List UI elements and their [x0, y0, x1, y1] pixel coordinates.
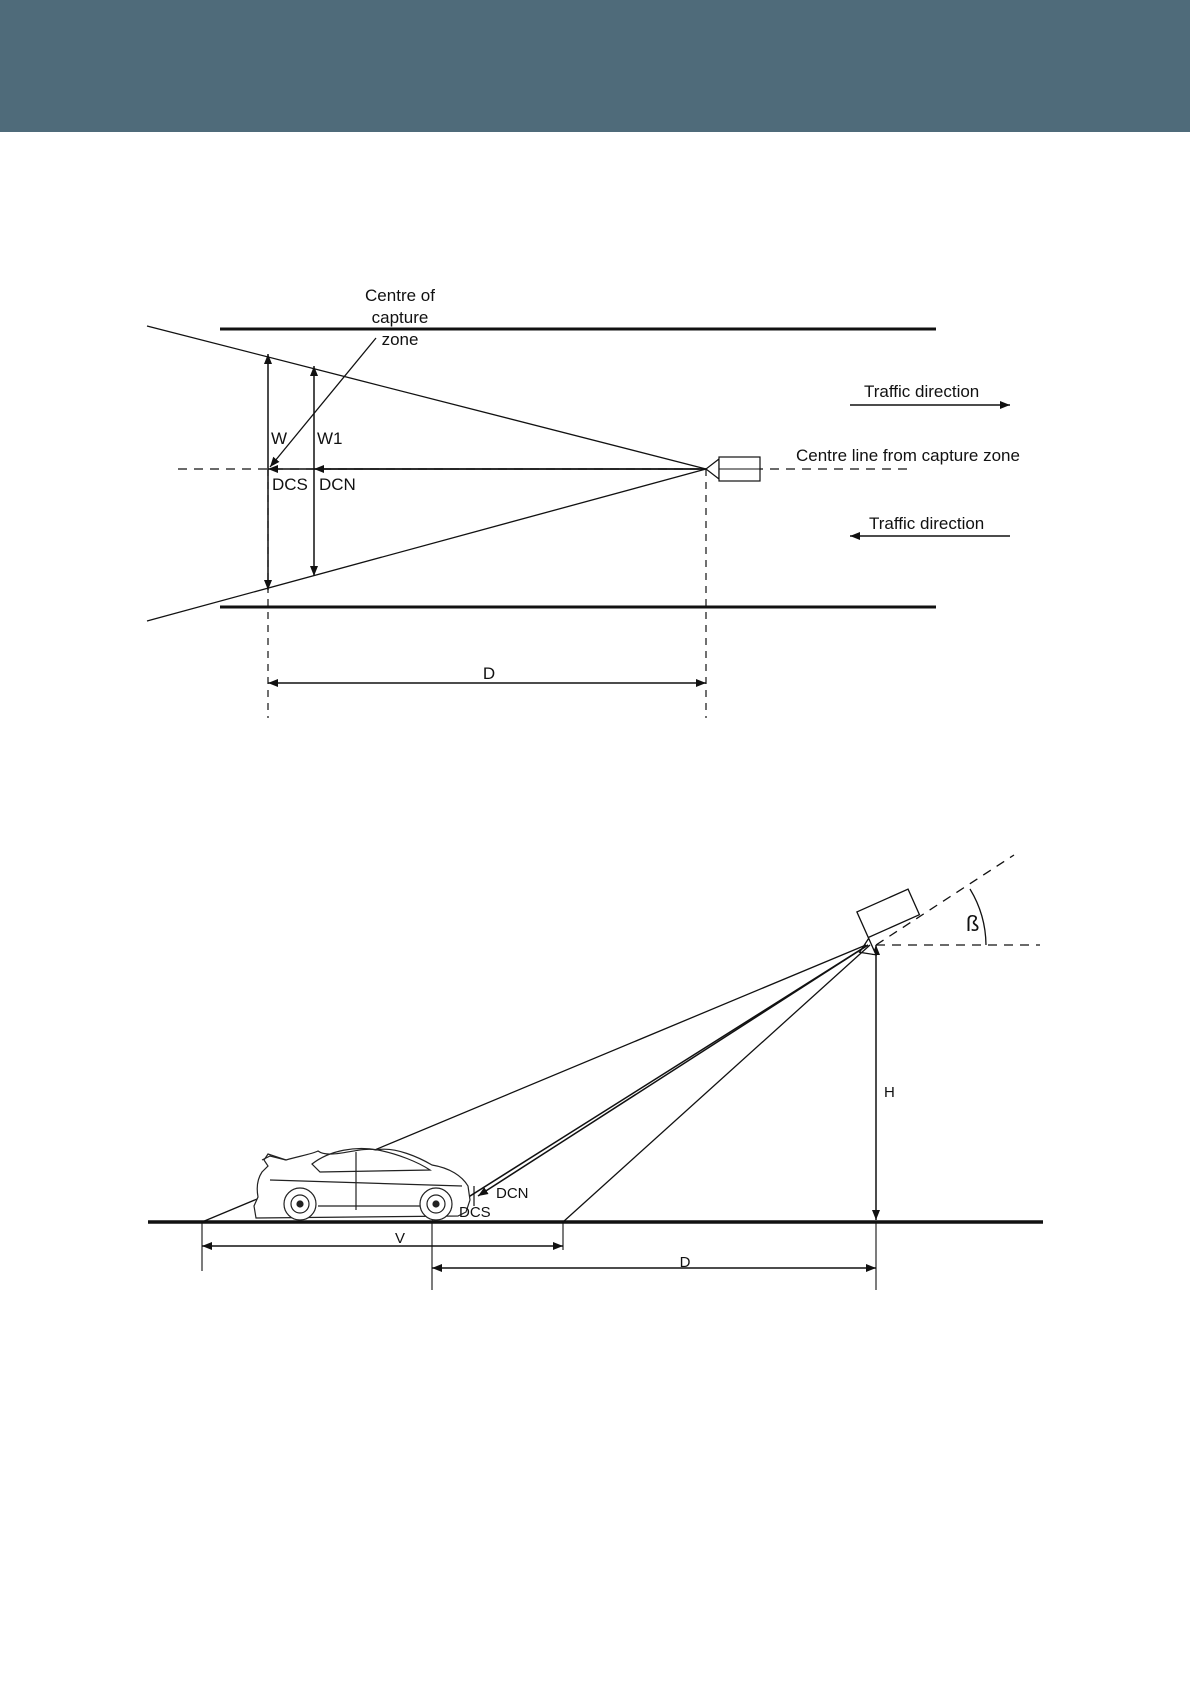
- ray-near: [563, 945, 870, 1222]
- capture-zone-label-3: zone: [381, 330, 419, 349]
- traffic-direction-right-label: Traffic direction: [864, 382, 980, 401]
- w-label: W: [271, 429, 288, 448]
- centre-line-label: Centre line from capture zone: [796, 446, 1020, 465]
- fov-line-lower: [147, 469, 706, 621]
- camera-icon: [844, 889, 927, 960]
- car-rear-wheel: [284, 1188, 316, 1220]
- beta-label: ß: [966, 911, 980, 936]
- capture-zone-label-1: Centre of: [365, 286, 435, 305]
- dcn-label: DCN: [319, 475, 356, 494]
- side-view-diagram: [148, 855, 1043, 1290]
- v-label: V: [394, 1230, 406, 1247]
- car-front-wheel: [420, 1188, 452, 1220]
- dcn-ray-arrow: [478, 945, 868, 1196]
- dcs-label-side: DCS: [459, 1204, 491, 1221]
- d-label-side: D: [679, 1254, 691, 1271]
- dcs-label: DCS: [272, 475, 308, 494]
- h-label: H: [884, 1084, 895, 1101]
- plan-view-diagram: [147, 286, 1020, 718]
- d-label-top: D: [482, 664, 496, 683]
- traffic-direction-left-label: Traffic direction: [869, 514, 985, 533]
- camera-lens-icon: [706, 459, 719, 479]
- car-illustration: [254, 1149, 470, 1220]
- capture-zone-label-2: capture: [371, 308, 429, 327]
- dcn-label-side: DCN: [496, 1185, 529, 1202]
- fov-line-upper: [147, 326, 706, 469]
- w1-label: W1: [317, 429, 343, 448]
